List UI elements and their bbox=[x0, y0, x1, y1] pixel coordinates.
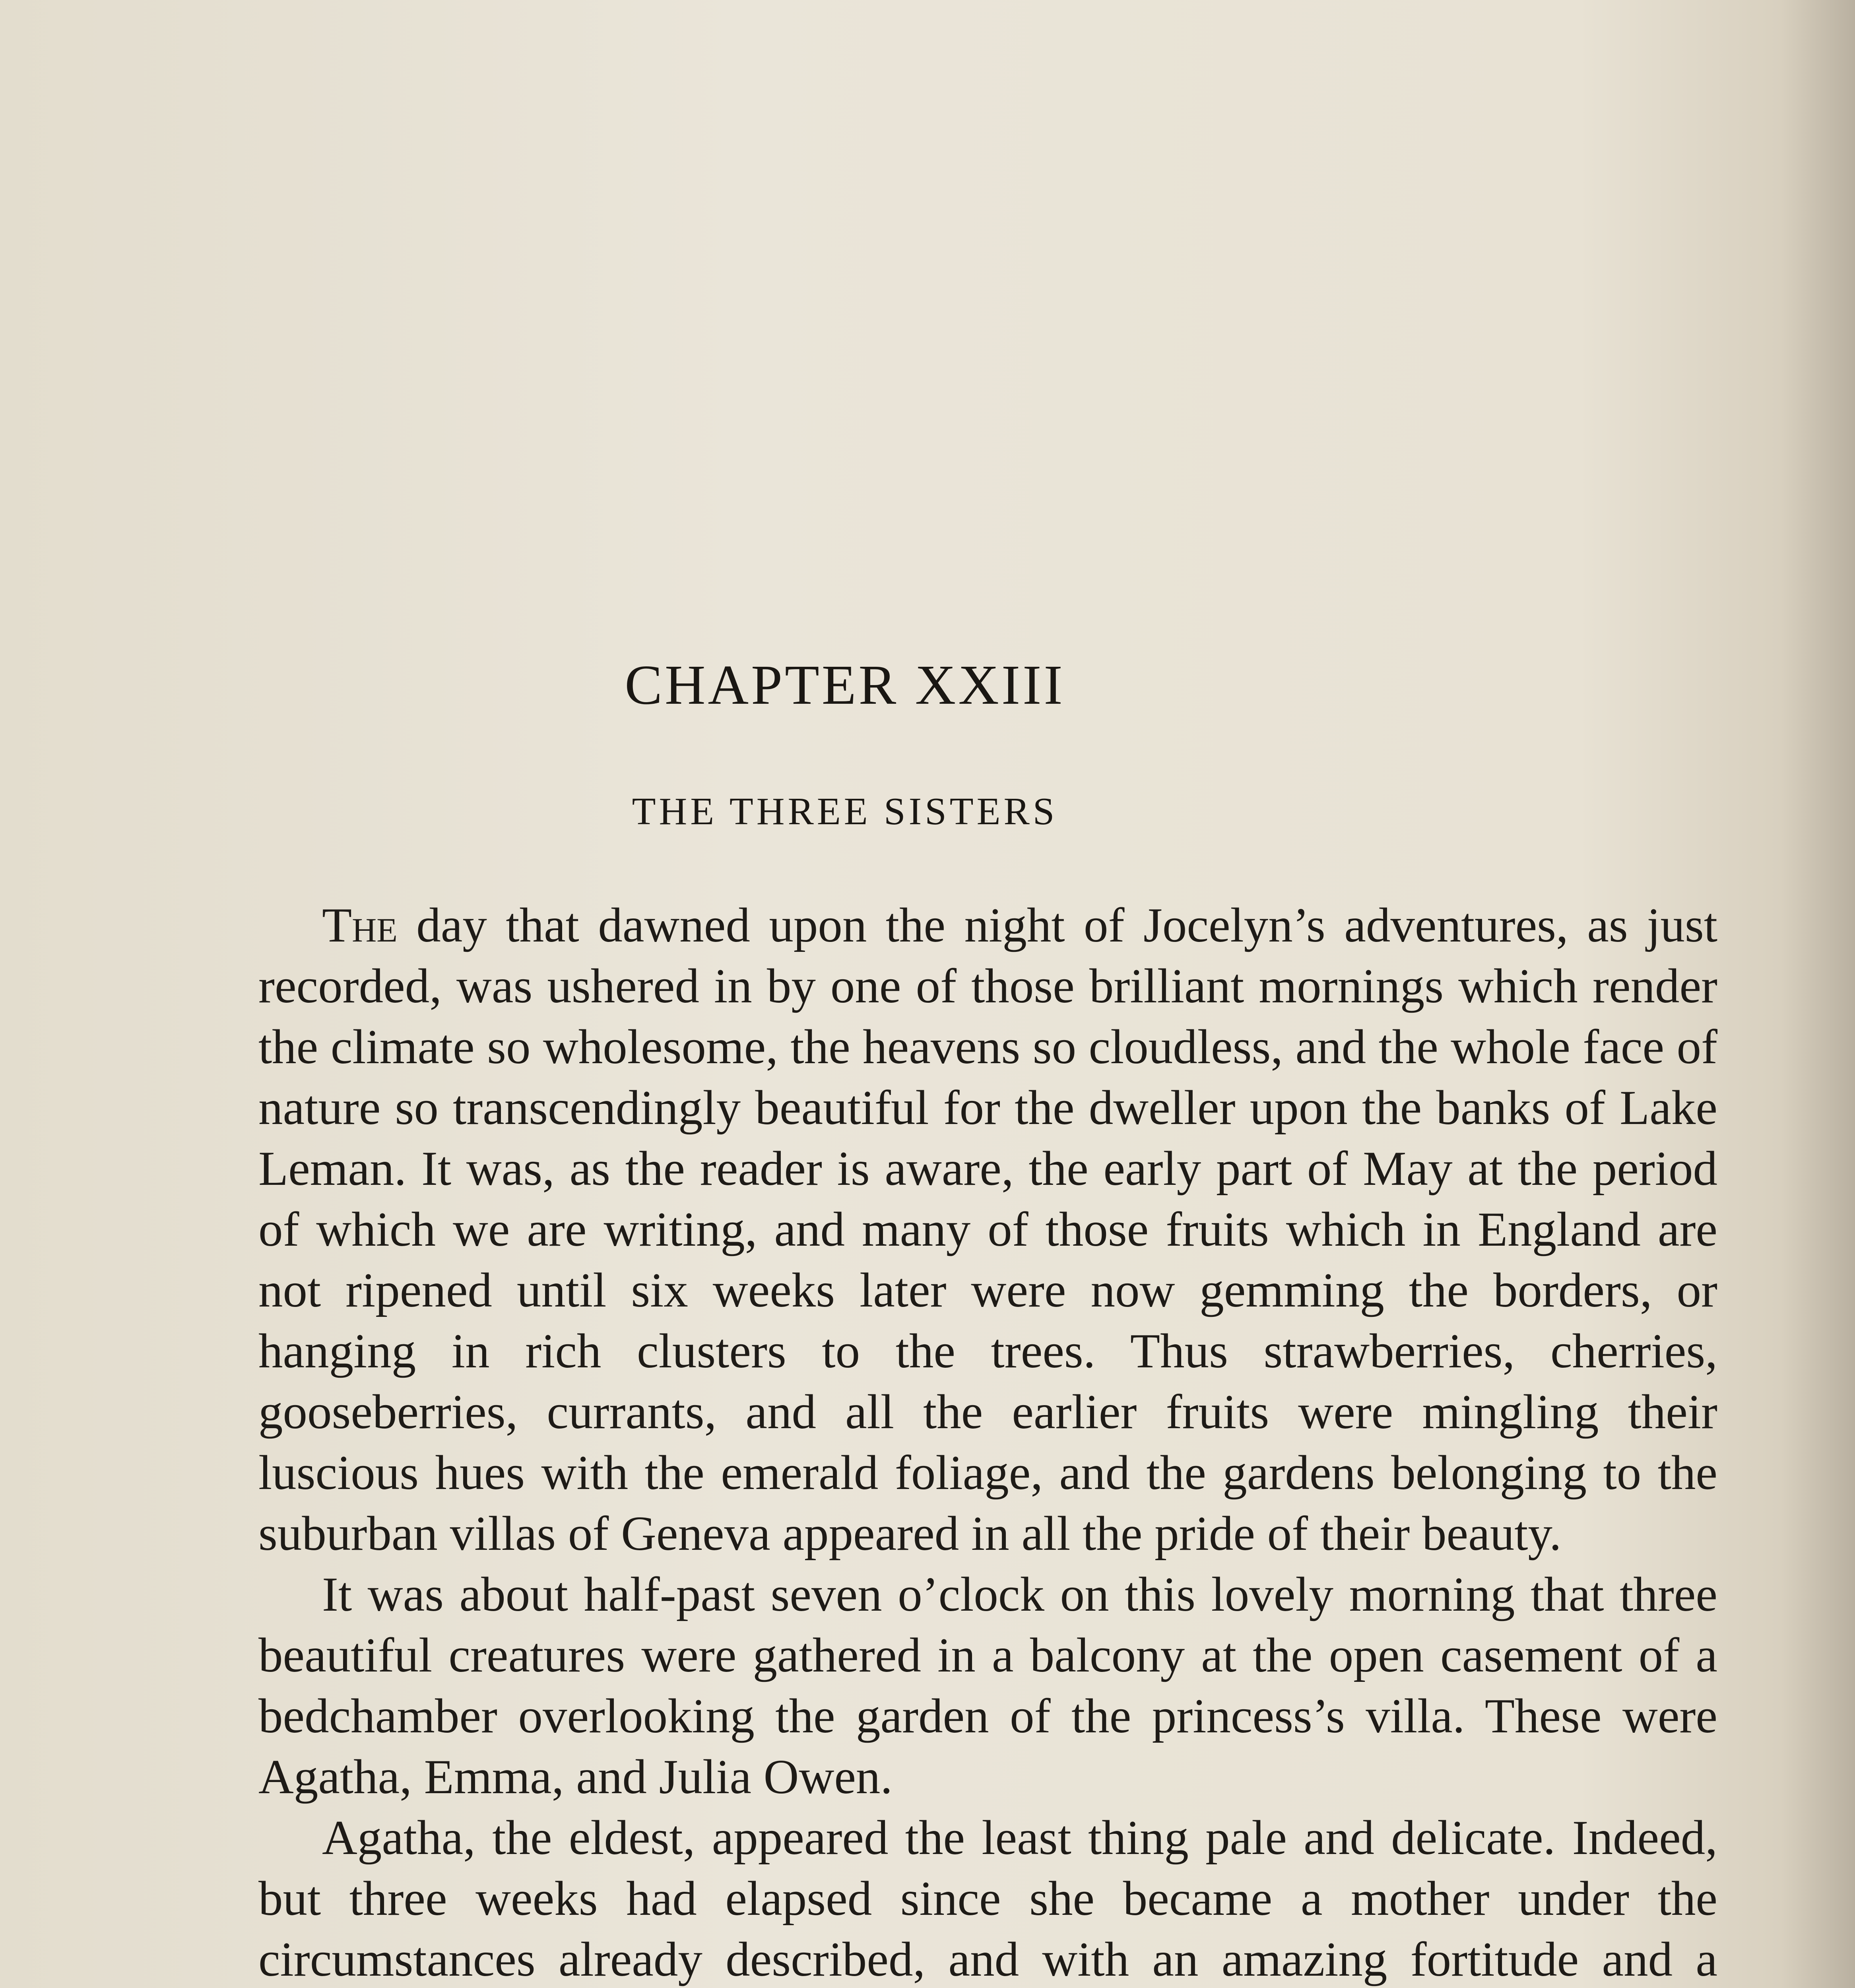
chapter-title: CHAPTER XXIII bbox=[625, 653, 1065, 716]
section-title: THE THREE SISTERS bbox=[632, 790, 1058, 833]
paragraph-3: Agatha, the eldest, appeared the least thing pale and delicate. Indeed, but three weeks had elapsed since she became a mother under the circumstances already described, and with an amazing fortitude and a bbox=[258, 1810, 1717, 1986]
paragraph-1-text: day that dawned upon the night of Jocelyn’s adventures, as just recorded, was ushered in by one of those brilliant mornings which render the climate so wholesome, the heavens so cloudless, and the whole face of nature so transcendingly beautiful for the dweller upon the banks of Lake Leman. It was, as the reader is aware, the early part of May at the period of which we are writing, and many of those fruits which in England are not ripened until six weeks later were now gemming the borders, or hanging in rich clusters to the trees. Thus strawberries, cherries, gooseberries, currants, and all the earlier fruits were mingling their luscious hues with the emerald foliage, and the gardens belonging to the suburban villas of Geneva appeared in all the pride of their beauty. bbox=[258, 898, 1717, 1561]
paragraph-1 bbox=[258, 895, 1717, 1564]
paragraph-1-first-word: The bbox=[322, 898, 398, 952]
paragraph-2: It was about half-past seven o’clock on this lovely morning that three beautiful creatures were gathered in a balcony at the open casement of a bedchamber overlooking the garden of the princess’s villa. These were Agatha, Emma, and Julia Owen. bbox=[258, 1567, 1717, 1804]
body-text bbox=[258, 895, 1717, 1988]
